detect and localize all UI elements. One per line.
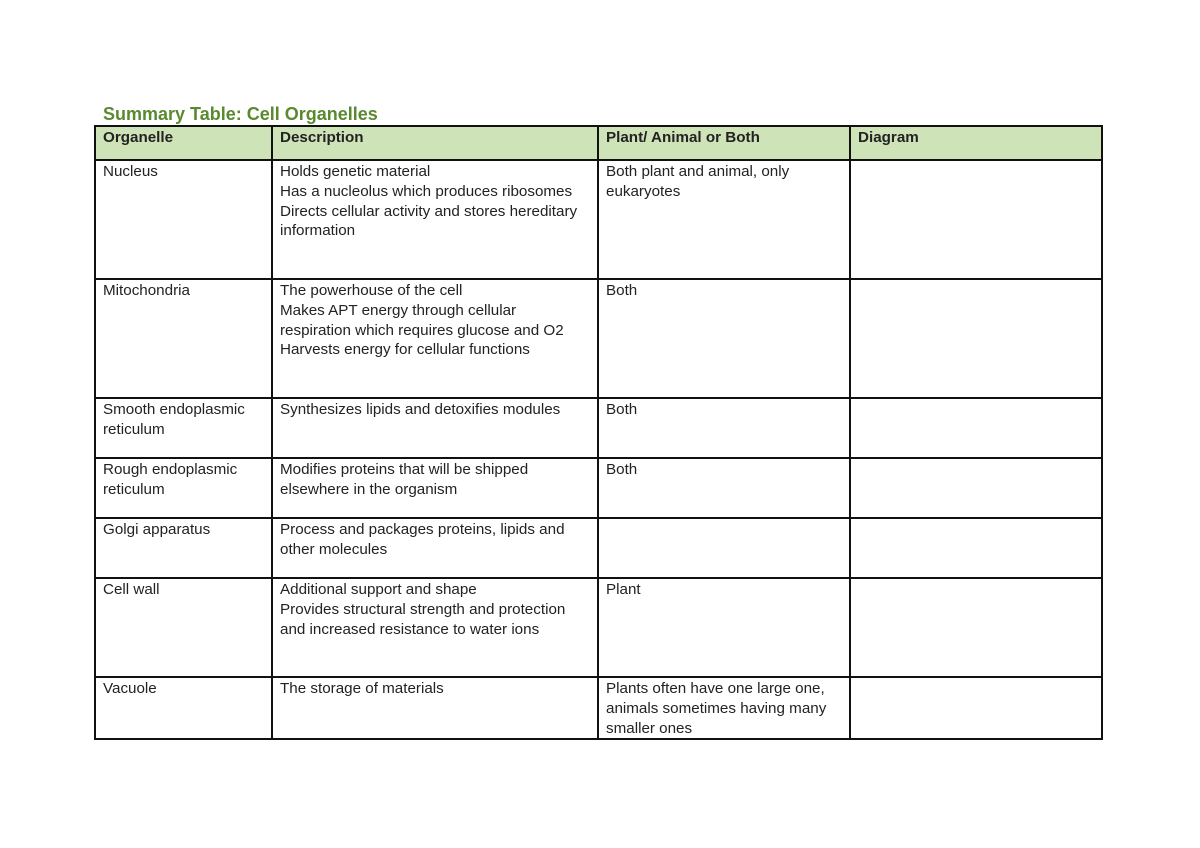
type-cell: Both xyxy=(598,398,850,458)
header-plant-animal: Plant/ Animal or Both xyxy=(598,126,850,160)
description-cell: Holds genetic material Has a nucleolus which produces ribosomes Directs cellular activity and stores hereditary information xyxy=(272,160,598,279)
description-cell: Synthesizes lipids and detoxifies modules xyxy=(272,398,598,458)
table-header-row xyxy=(95,126,1102,160)
header-diagram: Diagram xyxy=(850,126,1102,160)
type-cell: Both plant and animal, only eukaryotes xyxy=(598,160,850,279)
header-description: Description xyxy=(272,126,598,160)
type-cell: Plants often have one large one, animals sometimes having many smaller ones xyxy=(598,677,850,739)
organelles-table xyxy=(94,125,1103,740)
description-cell: Additional support and shape Provides structural strength and protection and increased resistance to water ions xyxy=(272,578,598,677)
organelle-cell: Vacuole xyxy=(95,677,272,739)
description-cell: The storage of materials xyxy=(272,677,598,739)
diagram-cell xyxy=(850,279,1102,398)
table-row xyxy=(95,677,1102,739)
type-cell: Plant xyxy=(598,578,850,677)
diagram-cell xyxy=(850,578,1102,677)
organelle-cell: Rough endoplasmic reticulum xyxy=(95,458,272,518)
type-cell: Both xyxy=(598,279,850,398)
table-row xyxy=(95,518,1102,578)
table-row xyxy=(95,279,1102,398)
organelle-cell: Nucleus xyxy=(95,160,272,279)
header-organelle: Organelle xyxy=(95,126,272,160)
diagram-cell xyxy=(850,398,1102,458)
organelle-cell: Golgi apparatus xyxy=(95,518,272,578)
organelle-cell: Smooth endoplasmic reticulum xyxy=(95,398,272,458)
table-row xyxy=(95,160,1102,279)
table-row xyxy=(95,458,1102,518)
document-title: Summary Table: Cell Organelles xyxy=(103,104,378,124)
organelle-cell: Cell wall xyxy=(95,578,272,677)
description-cell: Process and packages proteins, lipids and other molecules xyxy=(272,518,598,578)
table-row xyxy=(95,578,1102,677)
diagram-cell xyxy=(850,518,1102,578)
table-row xyxy=(95,398,1102,458)
diagram-cell xyxy=(850,677,1102,739)
type-cell: Both xyxy=(598,458,850,518)
description-cell: Modifies proteins that will be shipped elsewhere in the organism xyxy=(272,458,598,518)
description-cell: The powerhouse of the cell Makes APT energy through cellular respiration which requires glucose and O2 Harvests energy for cellular functions xyxy=(272,279,598,398)
type-cell xyxy=(598,518,850,578)
diagram-cell xyxy=(850,458,1102,518)
organelle-cell: Mitochondria xyxy=(95,279,272,398)
diagram-cell xyxy=(850,160,1102,279)
